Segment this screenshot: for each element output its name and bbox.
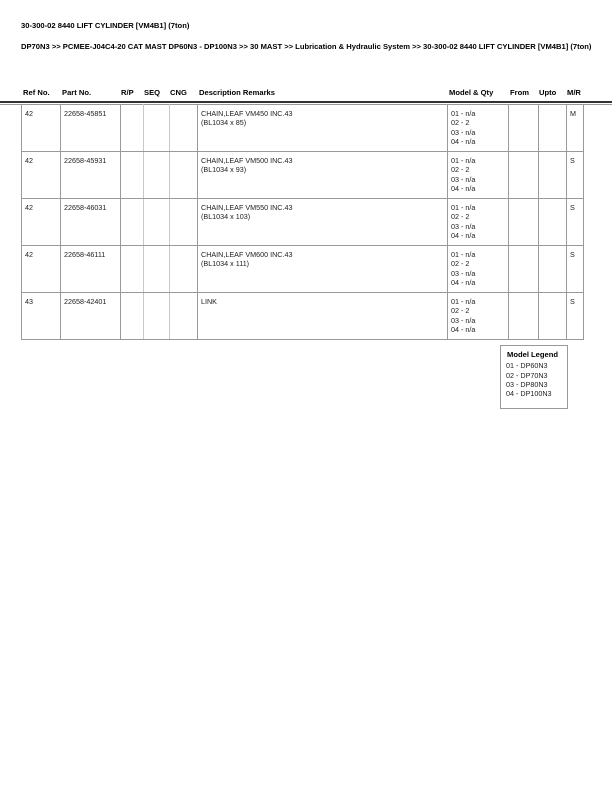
rp-cell (121, 105, 144, 152)
cng-cell (170, 293, 198, 340)
cng-cell (170, 246, 198, 293)
breadcrumb: DP70N3 >> PCMEE-J04C4-20 CAT MAST DP60N3 - DP100N3 >> 30 MAST >> Lubrication & Hydraulic System >> 30-300-02 8440 LIFT CYLINDER [VM4B1] (7ton) (21, 42, 592, 51)
seq-cell (144, 152, 170, 199)
upto-cell (539, 105, 567, 152)
legend-item: 02 - DP70N3 (506, 370, 548, 380)
ref-no-cell: 42 (22, 105, 61, 152)
qty-line: 04 - n/a (451, 324, 476, 334)
qty-line: 04 - n/a (451, 136, 476, 146)
qty-line: 04 - n/a (451, 183, 476, 193)
description-line-2: (BL1034 x 85) (201, 118, 247, 128)
part-no-cell: 22658-42401 (61, 293, 121, 340)
col-header-cng: CNG (170, 88, 187, 97)
seq-cell (144, 246, 170, 293)
description-line-2: (BL1034 x 93) (201, 165, 247, 175)
col-header-part-no: Part No. (62, 88, 92, 97)
description-line-2: (BL1034 x 111) (201, 259, 250, 269)
col-header-seq: SEQ (144, 88, 161, 97)
model-qty-cell (448, 293, 509, 340)
upto-cell (539, 246, 567, 293)
qty-line: 04 - n/a (451, 277, 476, 287)
model-legend-title: Model Legend (507, 350, 559, 359)
qty-line: 02 - 2 (451, 165, 470, 175)
table-row[interactable] (22, 293, 584, 340)
qty-line: 01 - n/a (451, 109, 476, 118)
qty-line: 02 - 2 (451, 259, 470, 269)
col-header-description: Description Remarks (199, 88, 275, 97)
description-line-1: CHAIN,LEAF VM500 INC.43 (201, 156, 293, 165)
cng-cell (170, 199, 198, 246)
from-cell (509, 293, 539, 340)
ref-no-cell: 43 (22, 293, 61, 340)
part-no-cell: 22658-46111 (61, 246, 121, 293)
cng-cell (170, 105, 198, 152)
qty-line: 03 - n/a (451, 174, 476, 184)
qty-line: 03 - n/a (451, 315, 476, 325)
part-no-cell: 22658-45931 (61, 152, 121, 199)
qty-line: 03 - n/a (451, 221, 476, 231)
mr-cell: S (567, 293, 584, 340)
qty-line: 03 - n/a (451, 127, 476, 137)
seq-cell (144, 199, 170, 246)
description-line-1: CHAIN,LEAF VM550 INC.43 (201, 203, 293, 212)
ref-no-cell: 42 (22, 246, 61, 293)
legend-item: 03 - DP80N3 (506, 379, 548, 389)
page-title: 30-300-02 8440 LIFT CYLINDER [VM4B1] (7ton) (21, 21, 190, 30)
col-header-rp: R/P (121, 88, 134, 97)
qty-line: 02 - 2 (451, 118, 470, 128)
model-qty-cell (448, 199, 509, 246)
description-cell (198, 293, 448, 340)
cng-cell (170, 152, 198, 199)
mr-cell: M (567, 105, 584, 152)
from-cell (509, 105, 539, 152)
model-qty-cell (448, 246, 509, 293)
parts-table (21, 104, 584, 340)
mr-cell: S (567, 199, 584, 246)
col-header-upto: Upto (539, 88, 557, 97)
from-cell (509, 152, 539, 199)
qty-line: 01 - n/a (451, 250, 476, 259)
description-line-1: CHAIN,LEAF VM600 INC.43 (201, 250, 293, 259)
mr-cell: S (567, 152, 584, 199)
rp-cell (121, 246, 144, 293)
rp-cell (121, 152, 144, 199)
col-header-model-qty: Model & Qty (449, 88, 494, 97)
col-header-ref-no: Ref No. (23, 88, 50, 97)
qty-line: 02 - 2 (451, 212, 470, 222)
qty-line: 02 - 2 (451, 306, 470, 316)
description-cell (198, 246, 448, 293)
description-cell (198, 105, 448, 152)
ref-no-cell: 42 (22, 199, 61, 246)
qty-line: 01 - n/a (451, 156, 476, 165)
part-no-cell: 22658-46031 (61, 199, 121, 246)
upto-cell (539, 293, 567, 340)
qty-line: 04 - n/a (451, 230, 476, 240)
description-line-1: LINK (201, 297, 217, 306)
upto-cell (539, 199, 567, 246)
part-no-cell: 22658-45851 (61, 105, 121, 152)
col-header-from: From (510, 88, 529, 97)
table-row[interactable] (22, 199, 584, 246)
qty-line: 01 - n/a (451, 203, 476, 212)
table-row[interactable] (22, 105, 584, 152)
seq-cell (144, 105, 170, 152)
description-cell (198, 199, 448, 246)
legend-item: 01 - DP60N3 (506, 361, 548, 371)
table-row[interactable] (22, 246, 584, 293)
from-cell (509, 199, 539, 246)
rp-cell (121, 293, 144, 340)
rp-cell (121, 199, 144, 246)
mr-cell: S (567, 246, 584, 293)
upto-cell (539, 152, 567, 199)
table-row[interactable] (22, 152, 584, 199)
legend-item: 04 - DP100N3 (506, 389, 552, 399)
model-qty-cell (448, 152, 509, 199)
description-cell (198, 152, 448, 199)
qty-line: 03 - n/a (451, 268, 476, 278)
model-legend (500, 345, 568, 409)
qty-line: 01 - n/a (451, 297, 476, 306)
description-line-1: CHAIN,LEAF VM450 INC.43 (201, 109, 293, 118)
description-line-2: (BL1034 x 103) (201, 212, 251, 222)
model-qty-cell (448, 105, 509, 152)
seq-cell (144, 293, 170, 340)
ref-no-cell: 42 (22, 152, 61, 199)
col-header-mr: M/R (567, 88, 581, 97)
from-cell (509, 246, 539, 293)
